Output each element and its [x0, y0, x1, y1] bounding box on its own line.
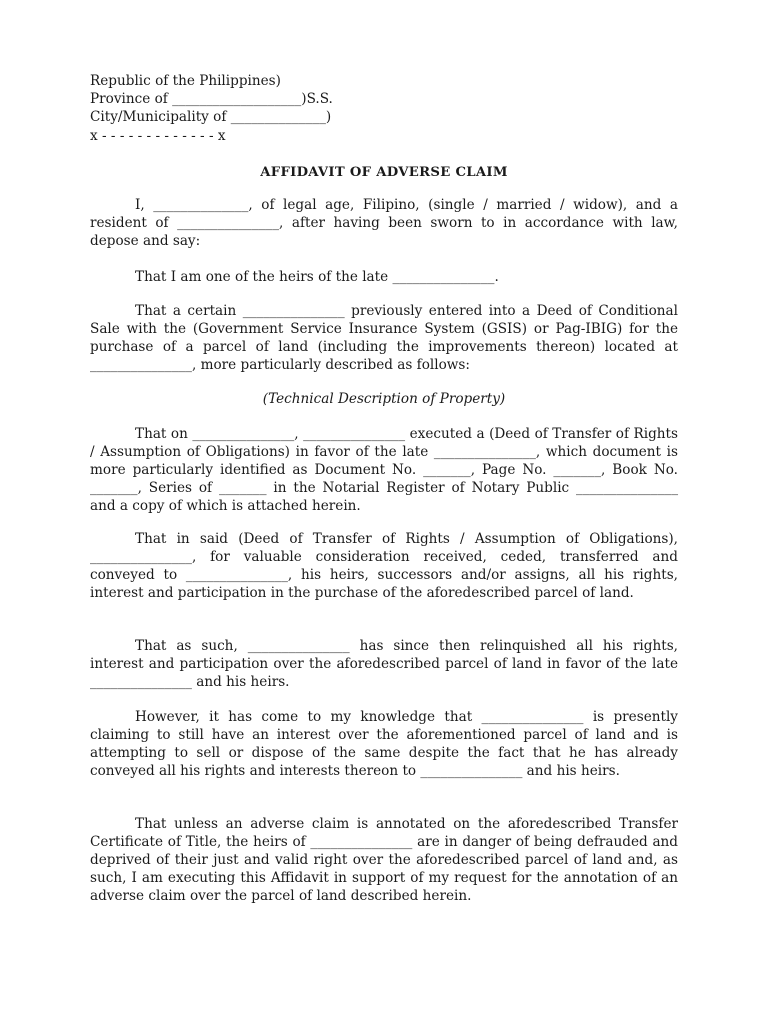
- header-republic: Republic of the Philippines): [90, 73, 281, 89]
- paragraph-rights-conveyed: That in said (Deed of Transfer of Rights / Assumption of Obligations), _______________, for valuable consideration received, ceded, transferred and conveyed to _______________, his heirs, successors and/or assigns, all his rights, interest and participation in the purchase of the aforedescribed parcel of land.: [90, 531, 678, 601]
- paragraph-affiant-intro: I, ______________, of legal age, Filipino, (single / married / widow), and a resident of _______________, after having been sworn to in accordance with law, depose and say:: [90, 197, 678, 249]
- header-separator: x - - - - - - - - - - - - - x: [90, 128, 226, 144]
- paragraph-present-claim: However, it has come to my knowledge that _______________ is presently claiming to still have an interest over the aforementioned parcel of land and is attempting to sell or dispose of the same despite the fact that he has already conveyed all his rights and interests thereon to _______________ and his heirs.: [90, 709, 678, 779]
- paragraph-relinquished-rights: That as such, _______________ has since then relinquished all his rights, interest and participation over the aforedescribed parcel of land in favor of the late _______________ and his heirs.: [90, 638, 678, 690]
- header-province: Province of ___________________)S.S.: [90, 91, 333, 107]
- document-title: AFFIDAVIT OF ADVERSE CLAIM: [260, 165, 508, 180]
- paragraph-adverse-claim-request: That unless an adverse claim is annotated on the aforedescribed Transfer Certificate of Title, the heirs of _______________ are in danger of being defrauded and deprived of their just and valid right over the aforedescribed parcel of land and, as such, I am executing this Affidavit in support of my request for the annotation of an adverse claim over the parcel of land described herein.: [90, 816, 678, 904]
- paragraph-heir-statement: That I am one of the heirs of the late _______________.: [135, 269, 499, 285]
- technical-description-placeholder: (Technical Description of Property): [262, 391, 506, 407]
- paragraph-deed-of-sale: That a certain _______________ previously entered into a Deed of Conditional Sale with the (Government Service Insurance System (GSIS) or Pag-IBIG) for the purchase of a parcel of land (including the improvements thereon) located at _______________, more particularly described as follows:: [90, 303, 678, 373]
- header-city-municipality: City/Municipality of ______________): [90, 109, 332, 125]
- paragraph-deed-of-transfer: That on _______________, _______________ executed a (Deed of Transfer of Rights / Assumption of Obligations) in favor of the late _______________, which document is more particularly identified as Document No. _______, Page No. _______, Book No. _______, Series of _______ in the Notarial Register of Notary Public _______________ and a copy of which is attached herein.: [90, 426, 678, 514]
